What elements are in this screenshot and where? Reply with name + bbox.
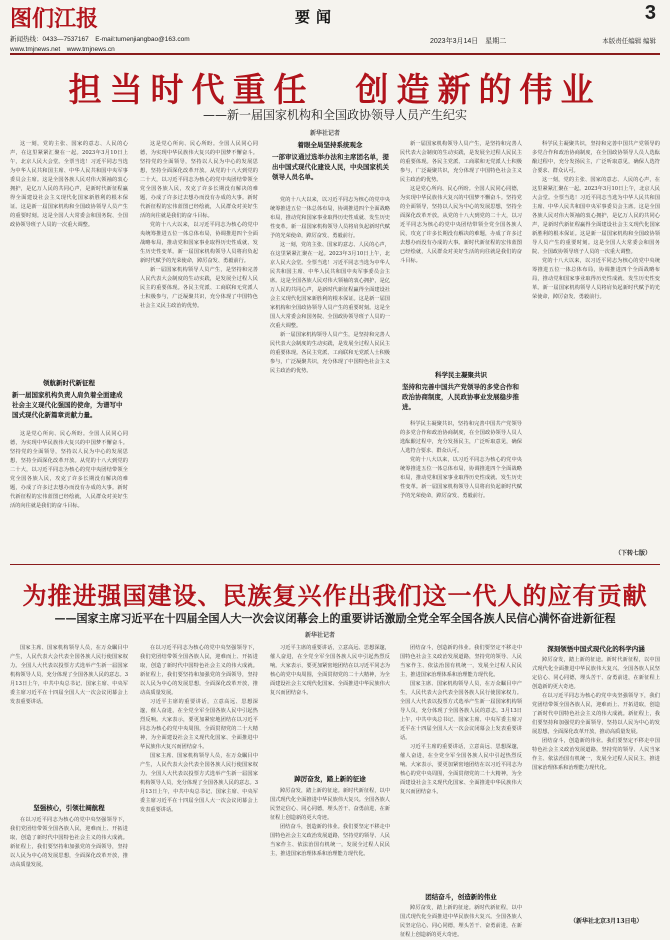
paper-logo <box>10 4 114 32</box>
story2-section-title: 坚强核心，引领壮阔航程 <box>33 804 105 812</box>
story2-section-title-3: 踔厉奋发，踏上新的征途 <box>294 775 366 783</box>
svg-text:图们江报: 图们江报 <box>10 7 99 32</box>
story1-section-title-2: 着眼全局坚持系统观念 <box>297 141 363 149</box>
story2-column-1b: 在以习近平同志为核心的党中央坚强领导下，我们党团结带领全国各族人民，迎难而上、开拓进取，创造了新时代中国特色社会主义的伟大成就。新征程上，我们要坚持和加强党的全面领导，坚持以人民为中心的发展思想，全面深化改革开放，推动高质量发展。 <box>10 817 128 868</box>
story1-column-4: 新一届国家机构领导人员产生，是坚持和完善人民代表大会制度的生动实践，是发展全过程人民民主的重要体现。各民主党派、工商联和无党派人士积极参与，广泛凝聚共识，充分体现了中国特色社会主义民主政治的优势。 这是党心所向、民心所盼。全国人民同心同德，为实现中华民族伟大复兴的中国梦不懈奋斗。坚持党的全面领导，坚持以人民为中心的发展思想，坚持全面深化改革开放。从党的十八大到党的二十大，以习近平同志为核心的党中央团结带领全党全国各族人民，攻克了许多长期没有解决的难题，办成了许多过去想办而没有办成的大事。新时代新征程的宏伟蓝图已经绘就，人民群众对美好生活的向往就是我们的奋斗目标。 <box>400 141 522 264</box>
story1-column-3: 党的十八大以来，以习近平同志为核心的党中央统筹推进五位一体总体布局，协调推进四个全面战略布局，推动党和国家事业取得历史性成就、发生历史性变革。新一届国家机构领导人员将肩负起新时代赋予的光荣使命，踔厉奋发、勇毅前行。 这一刻，党的主张、国家的意志、人民的心声，在这里紧紧汇聚在一起。2023年3月10日上午，北京人民大会堂。全票当选！习近平同志当选为中华人民共和国主席、中华人民共和国中央军事委员会主席。这是全国各族人民对伟大领袖的衷心拥护，是亿万人民的共同心声，是新时代新征程赢得全面建设社会主义现代化国家新胜利的根本保证。这是新一届国家机构和全国政协领导人员产生的重要时刻。这是全国人大常委会和国务院、全国政协领导班子人员的一次重大调整。 新一届国家机构领导人员产生，是坚持和完善人民代表大会制度的生动实践，是发展全过程人民民主的重要体现。各民主党派、工商联和无党派人士积极参与，广泛凝聚共识，充分体现了中国特色社会主义民主政治的优势。 <box>270 197 390 374</box>
story2-continued: （新华社北京3月13日电） <box>570 918 643 925</box>
top-rule <box>10 53 660 55</box>
story1-column-2: 这是党心所向、民心所盼。全国人民同心同德，为实现中华民族伟大复兴的中国梦不懈奋斗。坚持党的全面领导，坚持以人民为中心的发展思想，坚持全面深化改革开放。从党的十八大到党的二十大，以习近平同志为核心的党中央团结带领全党全国各族人民，攻克了许多长期没有解决的难题，办成了许多过去想办而没有办成的大事。新时代新征程的宏伟蓝图已经绘就，人民群众对美好生活的向往就是我们的奋斗目标。 党的十八大以来，以习近平同志为核心的党中央统筹推进五位一体总体布局，协调推进四个全面战略布局，推动党和国家事业取得历史性成就、发生历史性变革。新一届国家机构领导人员将肩负起新时代赋予的光荣使命，踔厉奋发、勇毅前行。 新一届国家机构领导人员产生，是坚持和完善人民代表大会制度的生动实践，是发展全过程人民民主的重要体现。各民主党派、工商联和无党派人士积极参与，广泛凝聚共识，充分体现了中国特色社会主义民主政治的优势。 <box>140 141 258 309</box>
news-hotline: 新闻热线：0433—7537167 E-mail:tumenjiangbao@163.com <box>10 36 190 43</box>
story1-column-1b: 这是党心所向、民心所盼。全国人民同心同德，为实现中华民族伟大复兴的中国梦不懈奋斗。坚持党的全面领导，坚持以人民为中心的发展思想，坚持全面深化改革开放。从党的十八大到党的二十大，以习近平同志为核心的党中央团结带领全党全国各族人民，攻克了许多长期没有解决的难题，办成了许多过去想办而没有办成的大事。新时代新征程的宏伟蓝图已经绘就，人民群众对美好生活的向往就是我们的奋斗目标。 <box>10 431 128 509</box>
story1-section-title-3: 科学民主凝聚共识 <box>435 371 487 379</box>
story2-column-2: 在以习近平同志为核心的党中央坚强领导下，我们党团结带领全国各族人民，迎难而上、开拓进取，创造了新时代中国特色社会主义的伟大成就。新征程上，我们要坚持和加强党的全面领导，坚持以人民为中心的发展思想，全面深化改革开放，推动高质量发展。 习近平主席的重要讲话，立意高远、思想深邃，催人奋进，在全党全军全国各族人民中引起热烈反响。大家表示，要更加紧密地团结在以习近平同志为核心的党中央周围，全面贯彻党的二十大精神，为全面建设社会主义现代化国家、全面推进中华民族伟大复兴而团结奋斗。 国家主席、国家机构领导人员，在万众瞩目中产生，人民代表大会代表全国各族人民行使国家权力。全国人大代表以投票方式选举产生新一届国家机构领导人员，充分体现了全国各族人民的意志。3月13日上午，中共中央总书记、国家主席、中央军委主席习近平在十四届全国人大一次会议闭幕会上发表重要讲话。 <box>140 645 258 813</box>
story1-section-title: 领航新时代新征程 <box>43 379 95 387</box>
website: www.tmjnews.net www.tmjnews.cn <box>10 46 115 53</box>
story-divider <box>10 564 660 565</box>
story1-column-4b: 科学民主凝聚共识，坚持和完善中国共产党领导的多党合作和政治协商制度，在全国政协领导人员人选酝酿过程中，充分发扬民主，广泛听取意见，确保人选符合要求、群众认可。 党的十八大以来，以习近平同志为核心的党中央统筹推进五位一体总体布局，协调推进四个全面战略布局，推动党和国家事业取得历史性成就、发生历史性变革。新一届国家机构领导人员将肩负起新时代赋予的光荣使命，踔厉奋发、勇毅前行。 <box>400 421 522 499</box>
section-title: 要闻 <box>295 8 338 26</box>
story1-quote-1: 新一届国家机构负责人肩负着全面建成社会主义现代化强国的使命，为谱写中国式现代化新篇章贡献力量。 <box>12 391 123 419</box>
story2-column-1: 国家主席、国家机构领导人员，在万众瞩目中产生，人民代表大会代表全国各族人民行使国家权力。全国人大代表以投票方式选举产生新一届国家机构领导人员，充分体现了全国各族人民的意志。3月13日上午，中共中央总书记、国家主席、中央军委主席习近平在十四届全国人大一次会议闭幕会上发表重要讲话。 <box>10 645 128 705</box>
masthead <box>0 0 670 54</box>
story1-column-1: 这一刻，党的主张、国家的意志、人民的心声，在这里紧紧汇聚在一起。2023年3月10日上午，北京人民大会堂。全票当选！习近平同志当选为中华人民共和国主席、中华人民共和国中央军事委员会主席。这是全国各族人民对伟大领袖的衷心拥护，是亿万人民的共同心声，是新时代新征程赢得全面建设社会主义现代化国家新胜利的根本保证。这是新一届国家机构和全国政协领导人员产生的重要时刻。这是全国人大常委会和国务院、全国政协领导班子人员的一次重大调整。 <box>10 141 128 228</box>
story1-quote-2: 一部审议通过选举办法和主席团名单，提出中国式现代化建设人民，中央国家机关领导人员名单。 <box>272 153 389 181</box>
story2-column-3: 习近平主席的重要讲话，立意高远、思想深邃，催人奋进，在全党全军全国各族人民中引起热烈反响。大家表示，要更加紧密地团结在以习近平同志为核心的党中央周围，全面贯彻党的二十大精神，为全面建设社会主义现代化国家、全面推进中华民族伟大复兴而团结奋斗。 <box>270 645 390 696</box>
editor-credit: 本版责任编辑 编辑 <box>602 38 656 45</box>
issue-date: 2023年3月14日 星期二 <box>430 38 507 45</box>
story2-section-title-4: 团结奋斗，创造新的伟业 <box>425 893 497 901</box>
story1-quote-3: 坚持和完善中国共产党领导的多党合作和政治协商制度，人民政协事业发展稳步推进。 <box>402 383 519 411</box>
story1-byline: 新华社记者 <box>310 130 341 137</box>
story2-column-3b: 踔厉奋发，踏上新的征途。新时代新征程，以中国式现代化全面推进中华民族伟大复兴。全国各族人民坚定信心、同心同德，埋头苦干、奋勇前进，在新征程上创造新的更大奇迹。 团结奋斗，创造新的伟业。我们要坚定不移走中国特色社会主义政治发展道路，坚持党的领导、人民当家作主、依法治国有机统一，发展全过程人民民主，推进国家治理体系和治理能力现代化。 <box>270 788 390 857</box>
story2-subheadline: ——国家主席习近平在十四届全国人大一次会议闭幕会上的重要讲话激励全党全军全国各族人民信心满怀奋进新征程 <box>54 612 616 625</box>
story1-continued: （下转七版） <box>615 550 652 557</box>
story1-column-5: 科学民主凝聚共识，坚持和完善中国共产党领导的多党合作和政治协商制度，在全国政协领导人员人选酝酿过程中，充分发扬民主，广泛听取意见，确保人选符合要求、群众认可。 这一刻，党的主张、国家的意志、人民的心声，在这里紧紧汇聚在一起。2023年3月10日上午，北京人民大会堂。全票当选！习近平同志当选为中华人民共和国主席、中华人民共和国中央军事委员会主席。这是全国各族人民对伟大领袖的衷心拥护，是亿万人民的共同心声，是新时代新征程赢得全面建设社会主义现代化国家新胜利的根本保证。这是新一届国家机构和全国政协领导人员产生的重要时刻。这是全国人大常委会和国务院、全国政协领导班子人员的一次重大调整。 党的十八大以来，以习近平同志为核心的党中央统筹推进五位一体总体布局，协调推进四个全面战略布局，推动党和国家事业取得历史性成就、发生历史性变革。新一届国家机构领导人员将肩负起新时代赋予的光荣使命，踔厉奋发、勇毅前行。 <box>532 141 660 300</box>
page-number: 3 <box>644 2 656 24</box>
story1-headline: 担当时代重任 创造新的伟业 <box>68 70 602 109</box>
story2-byline: 新华社记者 <box>305 632 336 639</box>
story1-subheadline: ——新一届国家机构和全国政协领导人员产生纪实 <box>202 108 467 122</box>
story2-column-4b: 踔厉奋发，踏上新的征途。新时代新征程，以中国式现代化全面推进中华民族伟大复兴。全国各族人民坚定信心、同心同德，埋头苦干、奋勇前进，在新征程上创造新的更大奇迹。 <box>400 905 522 938</box>
story2-section-title-2: 深刻领悟中国式现代化的科学内涵 <box>547 645 645 653</box>
story2-headline: 为推进强国建设、民族复兴作出我们这一代人的应有贡献 <box>22 582 648 610</box>
story2-column-5: 踔厉奋发，踏上新的征途。新时代新征程，以中国式现代化全面推进中华民族伟大复兴。全国各族人民坚定信心、同心同德，埋头苦干、奋勇前进，在新征程上创造新的更大奇迹。 在以习近平同志为核心的党中央坚强领导下，我们党团结带领全国各族人民，迎难而上、开拓进取，创造了新时代中国特色社会主义的伟大成就。新征程上，我们要坚持和加强党的全面领导，坚持以人民为中心的发展思想，全面深化改革开放，推动高质量发展。 团结奋斗，创造新的伟业。我们要坚定不移走中国特色社会主义政治发展道路，坚持党的领导、人民当家作主、依法治国有机统一，发展全过程人民民主，推进国家治理体系和治理能力现代化。 <box>532 657 660 771</box>
story2-column-4: 团结奋斗，创造新的伟业。我们要坚定不移走中国特色社会主义政治发展道路，坚持党的领导、人民当家作主、依法治国有机统一，发展全过程人民民主，推进国家治理体系和治理能力现代化。 国家主席、国家机构领导人员，在万众瞩目中产生，人民代表大会代表全国各族人民行使国家权力。全国人大代表以投票方式选举产生新一届国家机构领导人员，充分体现了全国各族人民的意志。3月13日上午，中共中央总书记、国家主席、中央军委主席习近平在十四届全国人大一次会议闭幕会上发表重要讲话。 习近平主席的重要讲话，立意高远、思想深邃，催人奋进，在全党全军全国各族人民中引起热烈反响。大家表示，要更加紧密地团结在以习近平同志为核心的党中央周围，全面贯彻党的二十大精神，为全面建设社会主义现代化国家、全面推进中华民族伟大复兴而团结奋斗。 <box>400 645 522 795</box>
